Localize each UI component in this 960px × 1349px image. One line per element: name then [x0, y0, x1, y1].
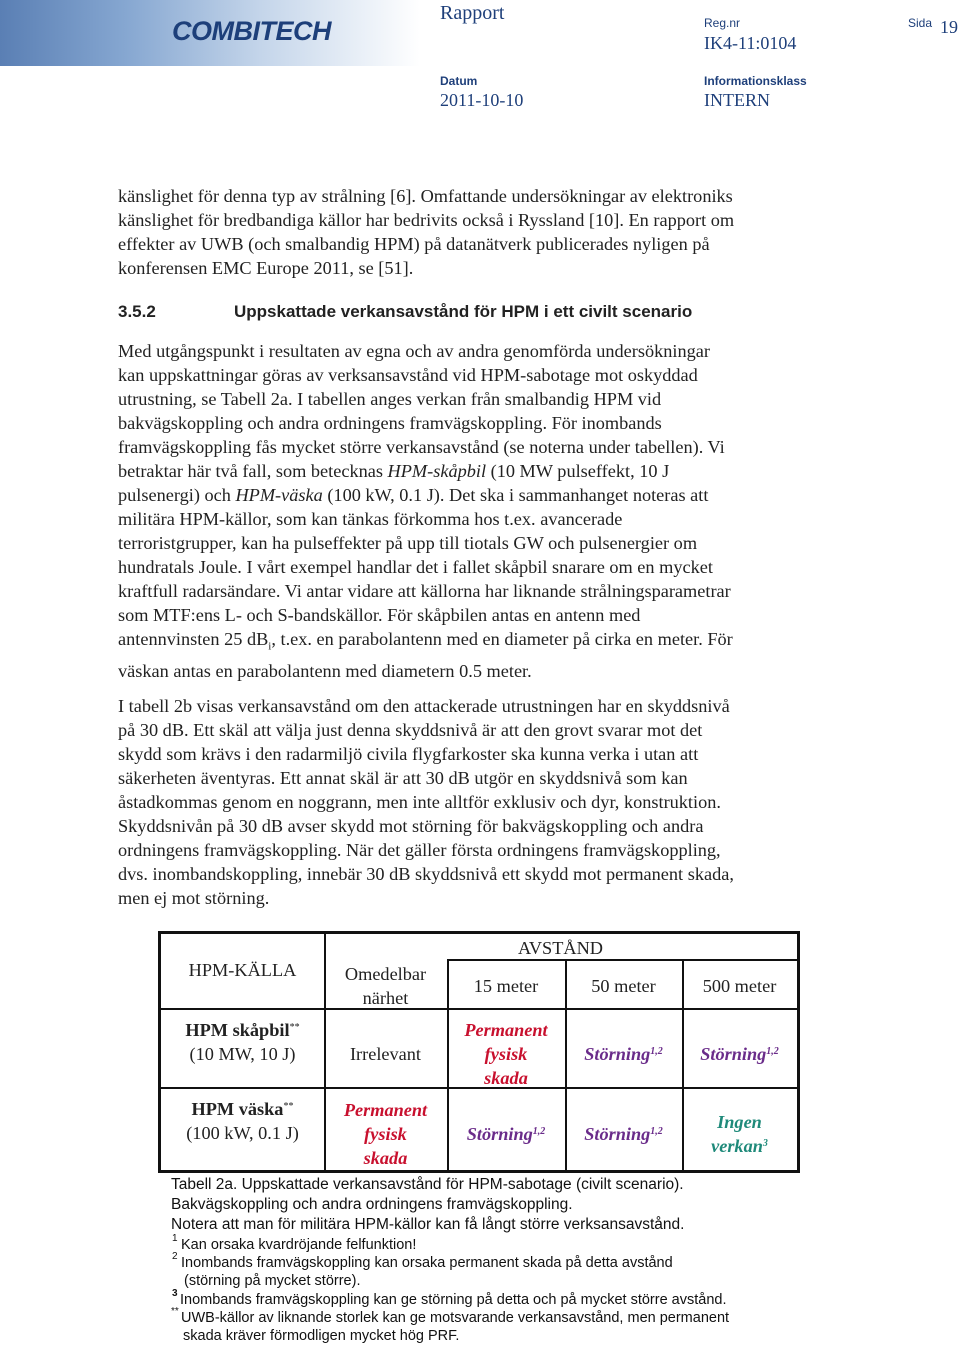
- footnote-3: Inombands framvägskoppling kan ge störning på detta och på mycket större avstånd.: [180, 1292, 727, 1308]
- text-line: åstadkommas genom en noggrann, men inte alltför exklusiv och dyr, konstruktion.: [118, 792, 721, 812]
- text-line: Skyddsnivån på 30 dB avser skydd mot störning för bakvägskoppling och andra: [118, 816, 704, 836]
- text-line: [118, 483, 848, 507]
- text-span: verkan: [711, 1136, 763, 1156]
- row1-source: [161, 1018, 324, 1066]
- footnote-1: Kan orsaka kvardröjande felfunktion!: [181, 1237, 417, 1253]
- footnote-mark: **: [283, 1101, 294, 1112]
- footnote-mark: 1,2: [650, 1126, 663, 1137]
- text-span: (10 MW pulseffekt, 10 J: [486, 461, 670, 481]
- text-line: [118, 627, 848, 659]
- text-span: antennvinsten 25 dB: [118, 629, 269, 649]
- row1-500m: [682, 1042, 797, 1066]
- text-line: Med utgångspunkt i resultaten av egna och av andra genomförda undersökningar: [118, 341, 710, 361]
- text-line: hundratals Joule. I vårt exempel handlar det i fallet skåpbil snarare om en mycket: [118, 557, 713, 577]
- text-span: Störning: [700, 1044, 767, 1064]
- footnote-mark: 1,2: [650, 1046, 663, 1057]
- row1-15m: [447, 1018, 565, 1090]
- row1-source-spec: (10 MW, 10 J): [189, 1044, 296, 1064]
- page-number: 19: [940, 17, 958, 37]
- col-header-50m: 50 meter: [591, 976, 656, 996]
- footnote-4: UWB-källor av liknande storlek kan ge motsvarande verkansavstånd, men permanent: [181, 1310, 730, 1326]
- paragraph-3: [118, 694, 848, 910]
- text-line: skydd som krävs i den radarmiljö civila flygfarkoster ska kunna verka i utan att: [118, 744, 699, 764]
- row1-near: Irrelevant: [349, 1044, 422, 1064]
- col-header-omedelbar: [324, 962, 447, 1010]
- footnote-mark: 3: [762, 1138, 768, 1149]
- row2-source: [161, 1097, 324, 1145]
- term-hpm-vaska: HPM-väska: [235, 485, 323, 505]
- text-line: skada: [363, 1148, 408, 1168]
- row1-50m: [565, 1042, 682, 1066]
- col-header-500m: 500 meter: [702, 976, 777, 996]
- combitech-logo: COMBITECH: [172, 16, 331, 46]
- text-span: Störning: [584, 1124, 651, 1144]
- footnote-mark: 1,2: [766, 1046, 779, 1057]
- text-line: men ej mot störning.: [118, 888, 270, 908]
- footnote-mark: 2: [172, 1251, 178, 1262]
- text-line: skada: [484, 1068, 528, 1088]
- row2-500m: [682, 1110, 797, 1158]
- text-line: fysisk: [364, 1124, 407, 1144]
- distance-table: [158, 931, 800, 1173]
- term-hpm-skapbil: HPM-skåpbil: [387, 461, 487, 481]
- text-line: fysisk: [484, 1044, 528, 1064]
- col-header-15m: 15 meter: [473, 976, 539, 996]
- text-line: militära HPM-källor, som kan tänkas förkomma hos t.ex. avancerade: [118, 509, 623, 529]
- footnote-mark: **: [171, 1306, 179, 1317]
- footnote-2-cont: (störning på mycket större).: [184, 1273, 361, 1289]
- subscript: i: [268, 640, 272, 653]
- text-span: HPM skåpbil: [185, 1020, 290, 1040]
- table-divider: [161, 1008, 797, 1010]
- text-line: känslighet för bredbandiga källor har bedrivits också i Ryssland [10]. En rapport om: [118, 210, 735, 230]
- doc-type: Rapport: [440, 2, 505, 24]
- footnote-mark: 1: [172, 1233, 178, 1244]
- text-span: (100 kW, 0.1 J). Det ska i sammanhanget noteras att: [322, 485, 709, 505]
- section-number: 3.5.2: [118, 302, 156, 321]
- section-heading: [118, 302, 692, 322]
- footnote-mark: **: [289, 1022, 300, 1033]
- text-line: Permanent: [343, 1100, 428, 1120]
- text-line: bakvägskoppling och andra ordningens framvägskoppling. För inombands: [118, 413, 662, 433]
- text-line: på 30 dB. Ett skäl att välja just denna skyddsnivå är att den grovt svarar mot det: [118, 720, 703, 740]
- text-span: Störning: [584, 1044, 651, 1064]
- text-line: kraftfull radarsändare. Vi antar vidare att källorna har liknande strålningsparametrar: [118, 581, 731, 601]
- text-line: terroristgrupper, kan ha pulseffekter på upp till tiotals GW och pulsenergier om: [118, 533, 698, 553]
- text-line: framvägskoppling fås mycket större verkansavstånd (se noterna under tabellen). Vi: [118, 437, 725, 457]
- regnr-value: IK4-11:0104: [704, 33, 797, 53]
- sida-label: Sida: [908, 16, 933, 30]
- text-span: , t.ex. en parabolantenn med en diameter på cirka en meter. För: [271, 629, 733, 649]
- text-span: Störning: [466, 1124, 533, 1144]
- row2-15m: [447, 1122, 565, 1146]
- text-line: säkerheten äventyras. Ett annat skäl är att 30 dB utgör en skyddsnivå som kan: [118, 768, 688, 788]
- text-line: Omedelbar: [344, 964, 427, 984]
- row2-source-spec: (100 kW, 0.1 J): [186, 1123, 299, 1143]
- text-line: effekter av UWB (och smalbandig HPM) på datanätverk publicerades nyligen på: [118, 234, 710, 254]
- text-line: [682, 1134, 797, 1158]
- text-line: I tabell 2b visas verkansavstånd om den attackerade utrustningen har en skyddsnivå: [118, 696, 730, 716]
- text-line: Ingen: [717, 1112, 762, 1132]
- text-span: betraktar här två fall, som betecknas: [118, 461, 388, 481]
- infoklass-label: Informationsklass: [704, 74, 807, 88]
- col-header-source: HPM-KÄLLA: [188, 960, 297, 980]
- text-line: utrustning, se Tabell 2a. I tabellen anges verkan från smalbandig HPM vid: [118, 389, 662, 409]
- table-caption: Tabell 2a. Uppskattade verkansavstånd för HPM-sabotage (civilt scenario).: [171, 1176, 684, 1193]
- text-line: kan uppskattningar göras av verksansavstånd vid HPM-sabotage mot oskyddad: [118, 365, 698, 385]
- table-caption-line3: Notera att man för militära HPM-källor kan få långt större verksansavstånd.: [171, 1216, 685, 1233]
- text-line: ordningens framvägskoppling. När det gäller första ordningens framvägskoppling,: [118, 840, 721, 860]
- footnote-mark: 3: [172, 1288, 178, 1299]
- text-line: som MTF:ens L- och S-bandskällor. För skåpbilen antas en antenn med: [118, 605, 641, 625]
- row2-source-name: [161, 1097, 324, 1121]
- text-line: dvs. inombandskoppling, innebär 30 dB skyddsnivå ett skydd mot permanent skada,: [118, 864, 734, 884]
- row1-source-name: [161, 1018, 324, 1042]
- col-header-avstand: AVSTÅND: [518, 938, 603, 958]
- footnote-mark: 1,2: [532, 1126, 546, 1137]
- text-span: HPM väska: [191, 1099, 284, 1119]
- text-line: väskan antas en parabolantenn med diametern 0.5 meter.: [118, 660, 532, 681]
- text-line: [118, 459, 848, 483]
- table-caption-line2: Bakvägskoppling och andra ordningens framvägskoppling.: [171, 1196, 573, 1213]
- text-line: konferensen EMC Europe 2011, se [51].: [118, 258, 414, 278]
- text-line: känslighet för denna typ av strålning [6]. Omfattande undersökningar av elektroniks: [118, 186, 733, 206]
- paragraph-1: [118, 184, 848, 280]
- text-span: pulsenergi) och: [118, 485, 236, 505]
- datum-value: 2011-10-10: [440, 90, 524, 110]
- infoklass-value: INTERN: [704, 90, 770, 110]
- paragraph-2: [118, 339, 848, 683]
- regnr-label: Reg.nr: [704, 16, 741, 30]
- datum-label: Datum: [440, 74, 478, 88]
- row2-near: [324, 1098, 447, 1170]
- text-line: Permanent: [464, 1020, 548, 1040]
- footnote-4-cont: skada kräver förmodligen mycket hög PRF.: [183, 1328, 460, 1344]
- text-line: närhet: [362, 988, 409, 1008]
- row2-50m: [565, 1122, 682, 1146]
- section-title: Uppskattade verkansavstånd för HPM i ett civilt scenario: [234, 302, 693, 321]
- footnote-2: Inombands framvägskoppling kan orsaka permanent skada på detta avstånd: [181, 1255, 673, 1271]
